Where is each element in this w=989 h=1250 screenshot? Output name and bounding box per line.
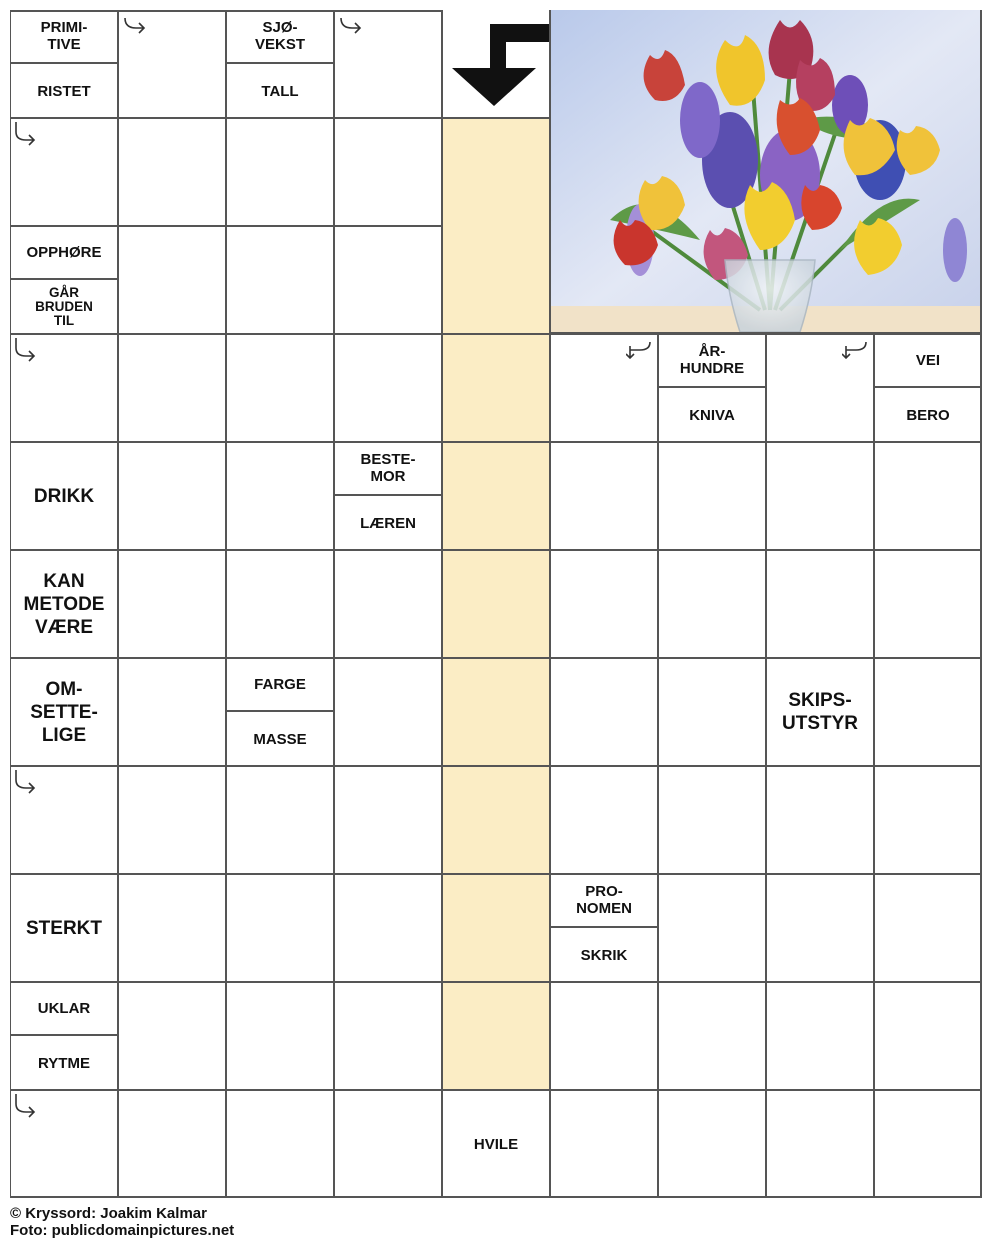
answer-cell[interactable]: [442, 658, 550, 766]
answer-cell[interactable]: [550, 550, 658, 658]
answer-cell[interactable]: [334, 226, 442, 334]
clue-sjovekst: SJØ- VEKST: [226, 10, 334, 64]
answer-cell[interactable]: [658, 874, 766, 982]
clue-vei: VEI: [874, 334, 982, 388]
answer-cell[interactable]: [766, 874, 874, 982]
answer-cell[interactable]: [442, 118, 550, 226]
flower-bouquet-image: [550, 10, 982, 334]
answer-cell[interactable]: [766, 334, 874, 442]
bouquet-photo: [550, 10, 982, 334]
answer-cell[interactable]: [658, 1090, 766, 1198]
answer-cell[interactable]: [658, 982, 766, 1090]
answer-cell[interactable]: [118, 334, 226, 442]
answer-cell[interactable]: [442, 334, 550, 442]
credits: [10, 1205, 234, 1239]
clue-gar-bruden-til: GÅR BRUDEN TIL: [10, 280, 118, 334]
answer-cell[interactable]: [442, 226, 550, 334]
clue-skipsutstyr: SKIPS- UTSTYR: [766, 658, 874, 766]
answer-cell[interactable]: [334, 118, 442, 226]
answer-cell[interactable]: [226, 550, 334, 658]
answer-cell[interactable]: [334, 874, 442, 982]
answer-cell[interactable]: [118, 550, 226, 658]
answer-cell[interactable]: [874, 442, 982, 550]
answer-cell[interactable]: [766, 550, 874, 658]
answer-cell[interactable]: [874, 982, 982, 1090]
clue-kan-metode-vaere: KAN METODE VÆRE: [10, 550, 118, 658]
photo-credit: Foto: publicdomainpictures.net: [10, 1222, 235, 1239]
answer-cell[interactable]: [442, 766, 550, 874]
answer-cell[interactable]: [226, 442, 334, 550]
clue-uklar: UKLAR: [10, 982, 118, 1036]
answer-cell[interactable]: [766, 1090, 874, 1198]
answer-cell[interactable]: [550, 334, 658, 442]
clue-masse: MASSE: [226, 712, 334, 766]
answer-cell[interactable]: [550, 766, 658, 874]
answer-cell[interactable]: [118, 874, 226, 982]
answer-cell[interactable]: [226, 874, 334, 982]
clue-bero: BERO: [874, 388, 982, 442]
answer-cell[interactable]: [658, 766, 766, 874]
answer-cell[interactable]: [550, 982, 658, 1090]
answer-cell[interactable]: [442, 874, 550, 982]
answer-cell[interactable]: [874, 1090, 982, 1198]
crossword-credit: © Kryssord: Joakim Kalmar: [10, 1205, 207, 1222]
clue-omsettelige: OM- SETTE- LIGE: [10, 658, 118, 766]
answer-cell[interactable]: [226, 334, 334, 442]
answer-cell[interactable]: [118, 118, 226, 226]
answer-cell[interactable]: [442, 982, 550, 1090]
clue-primitive: PRIMI- TIVE: [10, 10, 118, 64]
clue-skrik: SKRIK: [550, 928, 658, 982]
answer-cell[interactable]: [550, 442, 658, 550]
answer-cell[interactable]: [334, 550, 442, 658]
answer-cell[interactable]: [334, 658, 442, 766]
answer-cell[interactable]: [334, 1090, 442, 1198]
answer-cell[interactable]: [658, 442, 766, 550]
answer-cell[interactable]: [10, 766, 118, 874]
answer-cell[interactable]: [874, 550, 982, 658]
answer-cell[interactable]: [10, 1090, 118, 1198]
clue-ristet: RISTET: [10, 64, 118, 118]
answer-cell[interactable]: [118, 1090, 226, 1198]
answer-cell[interactable]: [874, 658, 982, 766]
answer-cell[interactable]: [226, 1090, 334, 1198]
answer-cell[interactable]: [10, 334, 118, 442]
answer-cell[interactable]: [226, 766, 334, 874]
answer-cell[interactable]: [118, 226, 226, 334]
answer-cell[interactable]: [442, 442, 550, 550]
answer-cell[interactable]: [334, 982, 442, 1090]
solution-arrow-icon: [442, 10, 550, 118]
answer-cell[interactable]: [118, 982, 226, 1090]
answer-cell[interactable]: [334, 334, 442, 442]
answer-cell[interactable]: [658, 550, 766, 658]
answer-cell[interactable]: [766, 442, 874, 550]
clue-drikk: DRIKK: [10, 442, 118, 550]
answer-cell[interactable]: [118, 658, 226, 766]
answer-cell[interactable]: [874, 874, 982, 982]
answer-cell[interactable]: [550, 658, 658, 766]
clue-farge: FARGE: [226, 658, 334, 712]
answer-cell[interactable]: [334, 766, 442, 874]
answer-cell[interactable]: [226, 226, 334, 334]
clue-bestemor: BESTE- MOR: [334, 442, 442, 496]
answer-cell[interactable]: [118, 442, 226, 550]
answer-cell[interactable]: [226, 118, 334, 226]
answer-cell[interactable]: [550, 1090, 658, 1198]
answer-cell[interactable]: [874, 766, 982, 874]
clue-kniva: KNIVA: [658, 388, 766, 442]
clue-tall: TALL: [226, 64, 334, 118]
answer-cell[interactable]: [766, 982, 874, 1090]
answer-cell[interactable]: [658, 658, 766, 766]
answer-cell[interactable]: [10, 118, 118, 226]
clue-sterkt: STERKT: [10, 874, 118, 982]
answer-cell[interactable]: [118, 10, 226, 118]
crossword-grid: [10, 10, 982, 1198]
answer-cell[interactable]: [118, 766, 226, 874]
clue-arhundre: ÅR- HUNDRE: [658, 334, 766, 388]
answer-cell[interactable]: [226, 982, 334, 1090]
answer-cell[interactable]: [334, 10, 442, 118]
answer-cell[interactable]: [766, 766, 874, 874]
clue-rytme: RYTME: [10, 1036, 118, 1090]
clue-laeren: LÆREN: [334, 496, 442, 550]
clue-hvile: HVILE: [442, 1090, 550, 1198]
answer-cell[interactable]: [442, 550, 550, 658]
clue-opphore: OPPHØRE: [10, 226, 118, 280]
clue-pronomen: PRO- NOMEN: [550, 874, 658, 928]
